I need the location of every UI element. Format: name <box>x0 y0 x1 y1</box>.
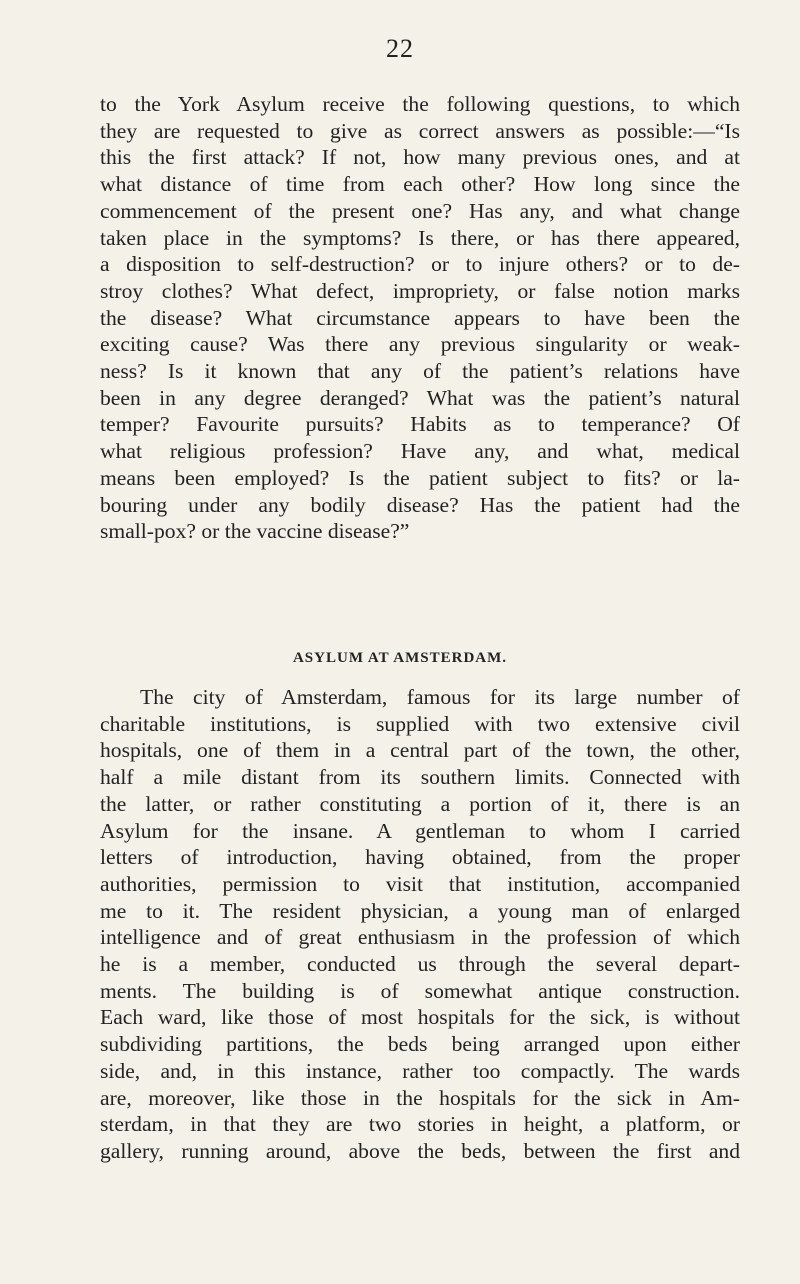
text-line: are, moreover, like those in the hospitals for the sick in Am- <box>100 1085 740 1110</box>
text-line: hospitals, one of them in a central part of the town, the other, <box>100 738 740 763</box>
text-line: bouring under any bodily disease? Has the patient had the <box>100 492 740 517</box>
text-line: small-pox? or the vaccine disease?” <box>100 519 410 544</box>
text-line: what religious profession? Have any, and what, medical <box>100 439 740 464</box>
text-line: subdividing partitions, the beds being arranged upon either <box>100 1032 740 1057</box>
text-line: sterdam, in that they are two stories in height, a platform, or <box>100 1112 740 1137</box>
text-line: gallery, running around, above the beds, between the first and <box>100 1138 740 1163</box>
text-line: been in any degree deranged? What was the patient’s natural <box>100 385 740 410</box>
text-line: half a mile distant from its southern limits. Connected with <box>100 765 740 790</box>
text-line: the latter, or rather constituting a portion of it, there is an <box>100 791 740 816</box>
text-line: means been employed? Is the patient subject to fits? or la- <box>100 465 740 490</box>
text-line: exciting cause? Was there any previous singularity or weak- <box>100 332 740 357</box>
text-line: this the first attack? If not, how many previous ones, and at <box>100 145 740 170</box>
text-line: Asylum for the insane. A gentleman to whom I carried <box>100 818 740 843</box>
paragraph-york-asylum-questions <box>100 91 740 545</box>
text-line: intelligence and of great enthusiasm in the profession of which <box>100 925 740 950</box>
text-line: authorities, permission to visit that institution, accompanied <box>100 871 740 896</box>
page-number: 22 <box>386 34 414 63</box>
text-line: taken place in the symptoms? Is there, or has there appeared, <box>100 225 740 250</box>
text-line: The city of Amsterdam, famous for its large number of <box>140 685 740 709</box>
text-line: me to it. The resident physician, a young man of enlarged <box>100 898 740 923</box>
text-line: stroy clothes? What defect, impropriety, or false notion marks <box>100 278 740 303</box>
text-line: letters of introduction, having obtained, from the proper <box>100 845 740 870</box>
text-line: a disposition to self-destruction? or to injure others? or to de- <box>100 252 740 277</box>
text-line: ness? Is it known that any of the patient’s relations have <box>100 359 740 384</box>
text-line: side, and, in this instance, rather too compactly. The wards <box>100 1058 740 1083</box>
text-line: Each ward, like those of most hospitals for the sick, is without <box>100 1005 740 1030</box>
text-line: he is a member, conducted us through the several depart- <box>100 952 740 977</box>
text-line: charitable institutions, is supplied with two extensive civil <box>100 711 740 736</box>
text-line: they are requested to give as correct answers as possible:—“Is <box>100 118 740 143</box>
paragraph-amsterdam-asylum <box>100 684 740 1165</box>
section-heading: ASYLUM AT AMSTERDAM. <box>292 650 508 666</box>
text-line: the disease? What circumstance appears to have been the <box>100 305 740 330</box>
text-line: temper? Favourite pursuits? Habits as to temperance? Of <box>100 412 740 437</box>
text-line: what distance of time from each other? How long since the <box>100 172 740 197</box>
text-line: ments. The building is of somewhat antique construction. <box>100 978 740 1003</box>
text-line: commencement of the present one? Has any, and what change <box>100 198 740 223</box>
text-line: to the York Asylum receive the following questions, to which <box>100 92 740 116</box>
